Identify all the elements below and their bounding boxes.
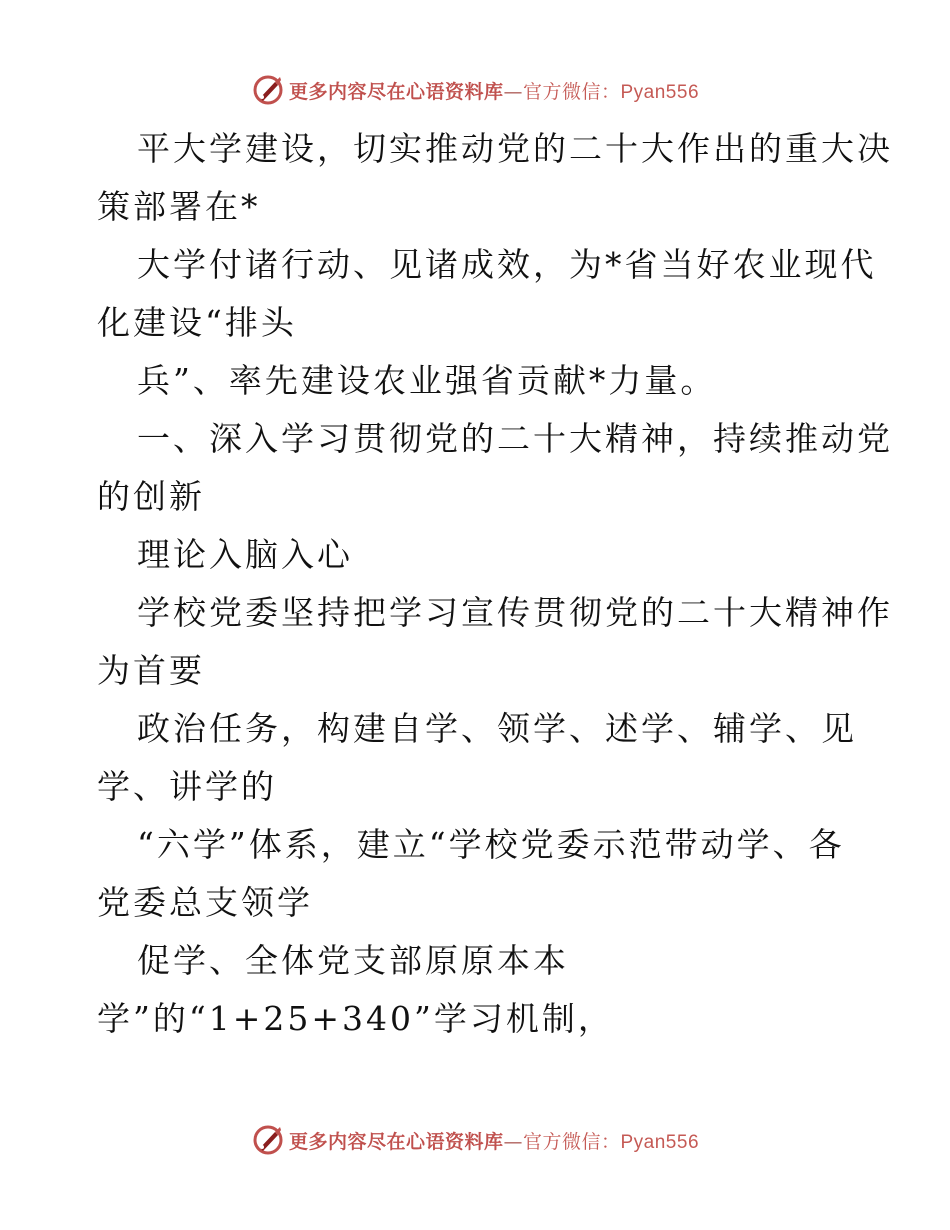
header-watermark-inner	[251, 73, 699, 107]
text-line: 政治任务，构建自学、领学、述学、辅学、见	[137, 709, 857, 748]
header-watermark	[0, 70, 950, 110]
watermark-brand: 更多内容尽在心语资料库	[288, 1130, 504, 1153]
quill-seal-icon	[251, 73, 285, 107]
watermark-wechat-id: Pyan556	[620, 1131, 700, 1153]
watermark-text	[289, 77, 699, 104]
watermark-official-label: 官方微信：	[522, 80, 621, 103]
section-heading: 一、深入学习贯彻党的二十大精神，持续推动党	[137, 419, 893, 458]
text-line: 学、讲学的	[97, 767, 277, 806]
watermark-separator: —	[503, 1130, 523, 1153]
text-line: 平大学建设，切实推动党的二十大作出的重大决	[137, 129, 893, 168]
text-line: 大学付诸行动、见诸成效，为*省当好农业现代	[137, 245, 877, 284]
quill-seal-icon	[251, 1123, 285, 1157]
text-line: 策部署在*	[97, 187, 261, 226]
watermark-wechat-id: Pyan556	[620, 81, 700, 103]
watermark-official-label: 官方微信：	[522, 1130, 621, 1153]
watermark-brand: 更多内容尽在心语资料库	[288, 80, 504, 103]
text-line: 化建设“排头	[97, 303, 297, 342]
text-line: “六学”体系，建立“学校党委示范带动学、各	[137, 825, 845, 864]
text-line: 促学、全体党支部原原本本	[137, 941, 569, 980]
text-line: 学校党委坚持把学习宣传贯彻党的二十大精神作	[137, 593, 893, 632]
text-line: 党委总支领学	[97, 883, 313, 922]
text-line: 兵”、率先建设农业强省贡献*力量。	[137, 361, 717, 400]
footer-watermark	[0, 1120, 950, 1160]
text-line: 为首要	[97, 651, 205, 690]
document-body	[97, 120, 893, 1048]
watermark-separator: —	[503, 80, 523, 103]
footer-watermark-inner	[251, 1123, 699, 1157]
watermark-text	[289, 1127, 699, 1154]
text-line: 学”的“1+25+340”学习机制，	[97, 999, 614, 1038]
section-heading-cont: 的创新	[97, 477, 205, 516]
section-heading-cont: 理论入脑入心	[137, 535, 353, 574]
